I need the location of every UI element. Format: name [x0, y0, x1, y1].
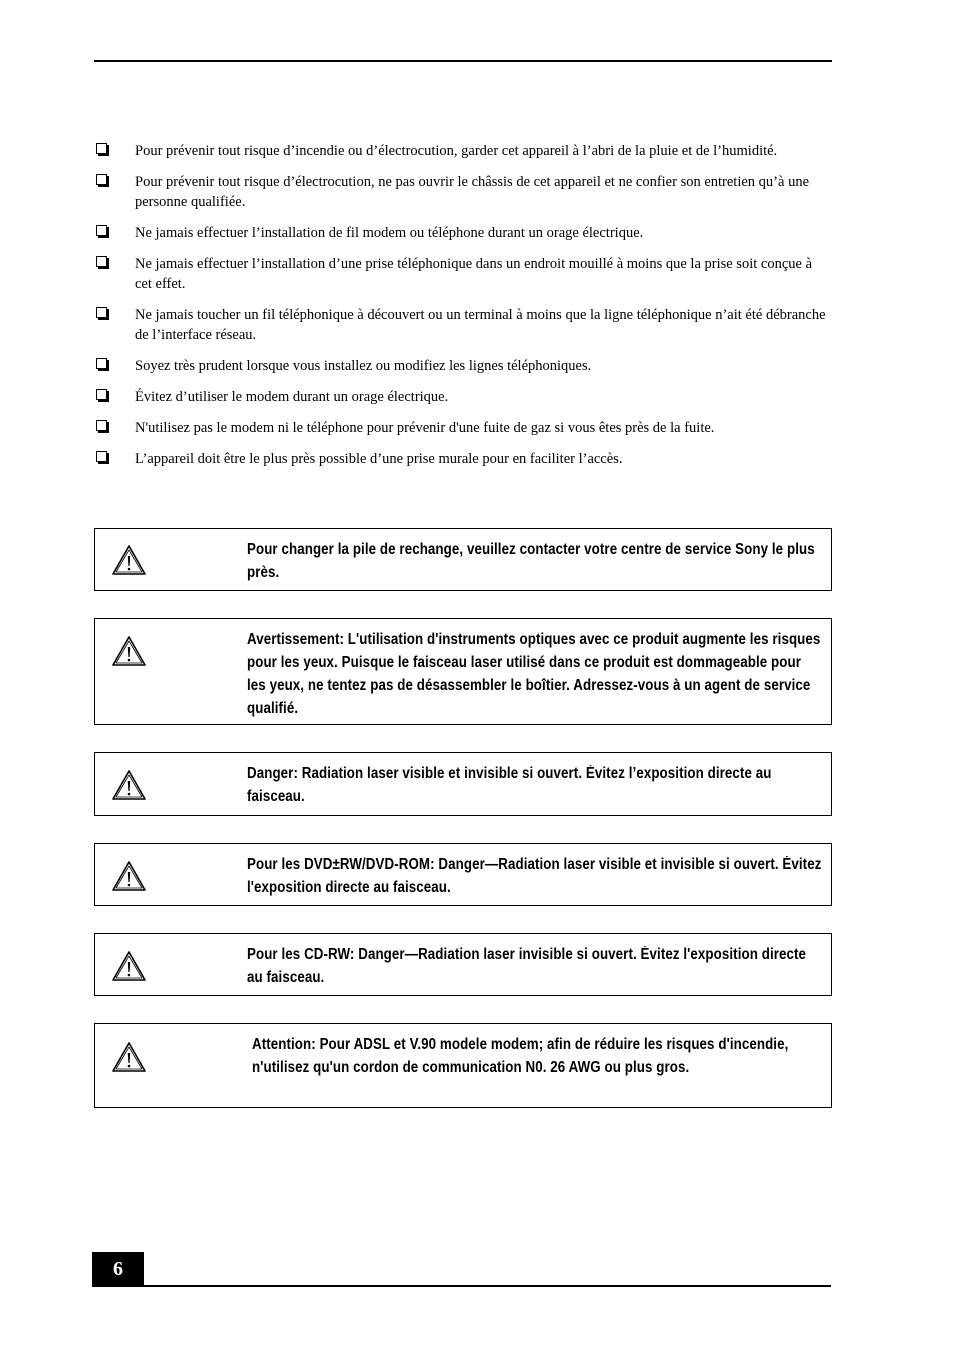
warning-text: Attention: Pour ADSL et V.90 modele modem; afin de réduire les risques d'incendie, n'utilisez qu'un cordon de communication N0. 26 AWG ou plus gros. — [252, 1036, 789, 1076]
checkbox-bullet-icon — [96, 143, 107, 154]
warning-box-battery — [94, 528, 832, 591]
bullet-text: Pour prévenir tout risque d’électrocution, ne pas ouvrir le châssis de cet appareil et ne confier son entretien qu’à une personne qualifiée. — [135, 174, 810, 210]
bullet-text: L’appareil doit être le plus près possible d’une prise murale pour en faciliter l’accès. — [135, 451, 623, 467]
list-item — [94, 172, 832, 212]
warning-text: Avertissement: L'utilisation d'instruments optiques avec ce produit augmente les risques pour les yeux. Puisque le faisceau laser utilisé dans ce produit est dommageable pour les yeux, ne tentez pas de désassembler le boîtier. Adressez-vous à un agent de service qualifié. — [247, 631, 821, 717]
warning-box-cdrw — [94, 933, 832, 996]
bullet-text: Soyez très prudent lorsque vous installez ou modifiez les lignes téléphoniques. — [135, 358, 592, 374]
warning-triangle-icon — [111, 769, 147, 801]
list-item — [94, 387, 832, 407]
list-item — [94, 418, 832, 438]
warning-text: Pour changer la pile de rechange, veuillez contacter votre centre de service Sony le plus près. — [247, 541, 815, 581]
warning-text: Pour les DVD±RW/DVD-ROM: Danger—Radiation laser visible et invisible si ouvert. Évitez l'exposition directe au faisceau. — [247, 856, 822, 896]
checkbox-bullet-icon — [96, 174, 107, 185]
header-rule — [94, 60, 832, 62]
bullet-text: Ne jamais effectuer l’installation d’une prise téléphonique dans un endroit mouillé à moins que la prise soit conçue à cet effet. — [135, 256, 813, 292]
warning-box-optical — [94, 618, 832, 725]
warning-triangle-icon — [111, 1041, 147, 1073]
list-item — [94, 223, 832, 243]
bullet-text: Évitez d’utiliser le modem durant un orage électrique. — [135, 389, 449, 405]
warning-box-laser — [94, 752, 832, 816]
warning-triangle-icon — [111, 950, 147, 982]
bullet-text: Pour prévenir tout risque d’incendie ou d’électrocution, garder cet appareil à l’abri de la pluie et de l’humidité. — [135, 143, 778, 159]
page-number: 6 — [92, 1252, 144, 1287]
warning-box-modem — [94, 1023, 832, 1108]
warning-text: Pour les CD-RW: Danger—Radiation laser invisible si ouvert. Évitez l'exposition directe au faisceau. — [247, 946, 807, 986]
checkbox-bullet-icon — [96, 451, 107, 462]
checkbox-bullet-icon — [96, 389, 107, 400]
list-item — [94, 141, 832, 161]
checkbox-bullet-icon — [96, 256, 107, 267]
list-item — [94, 356, 832, 376]
warning-triangle-icon — [111, 635, 147, 667]
checkbox-bullet-icon — [96, 307, 107, 318]
safety-bullet-list — [94, 141, 832, 480]
warning-text: Danger: Radiation laser visible et invisible si ouvert. Évitez l’exposition directe au faisceau. — [247, 765, 772, 805]
list-item — [94, 305, 832, 345]
warning-box-dvd — [94, 843, 832, 906]
bullet-text: N'utilisez pas le modem ni le téléphone pour prévenir d'une fuite de gaz si vous êtes près de la fuite. — [135, 420, 715, 436]
checkbox-bullet-icon — [96, 420, 107, 431]
bullet-text: Ne jamais toucher un fil téléphonique à découvert ou un terminal à moins que la ligne téléphonique n’ait été débranche de l’interface réseau. — [135, 307, 826, 343]
footer-rule — [92, 1285, 831, 1287]
checkbox-bullet-icon — [96, 225, 107, 236]
warning-triangle-icon — [111, 860, 147, 892]
checkbox-bullet-icon — [96, 358, 107, 369]
list-item — [94, 254, 832, 294]
bullet-text: Ne jamais effectuer l’installation de fil modem ou téléphone durant un orage électrique. — [135, 225, 644, 241]
warning-triangle-icon — [111, 544, 147, 576]
list-item — [94, 449, 832, 469]
